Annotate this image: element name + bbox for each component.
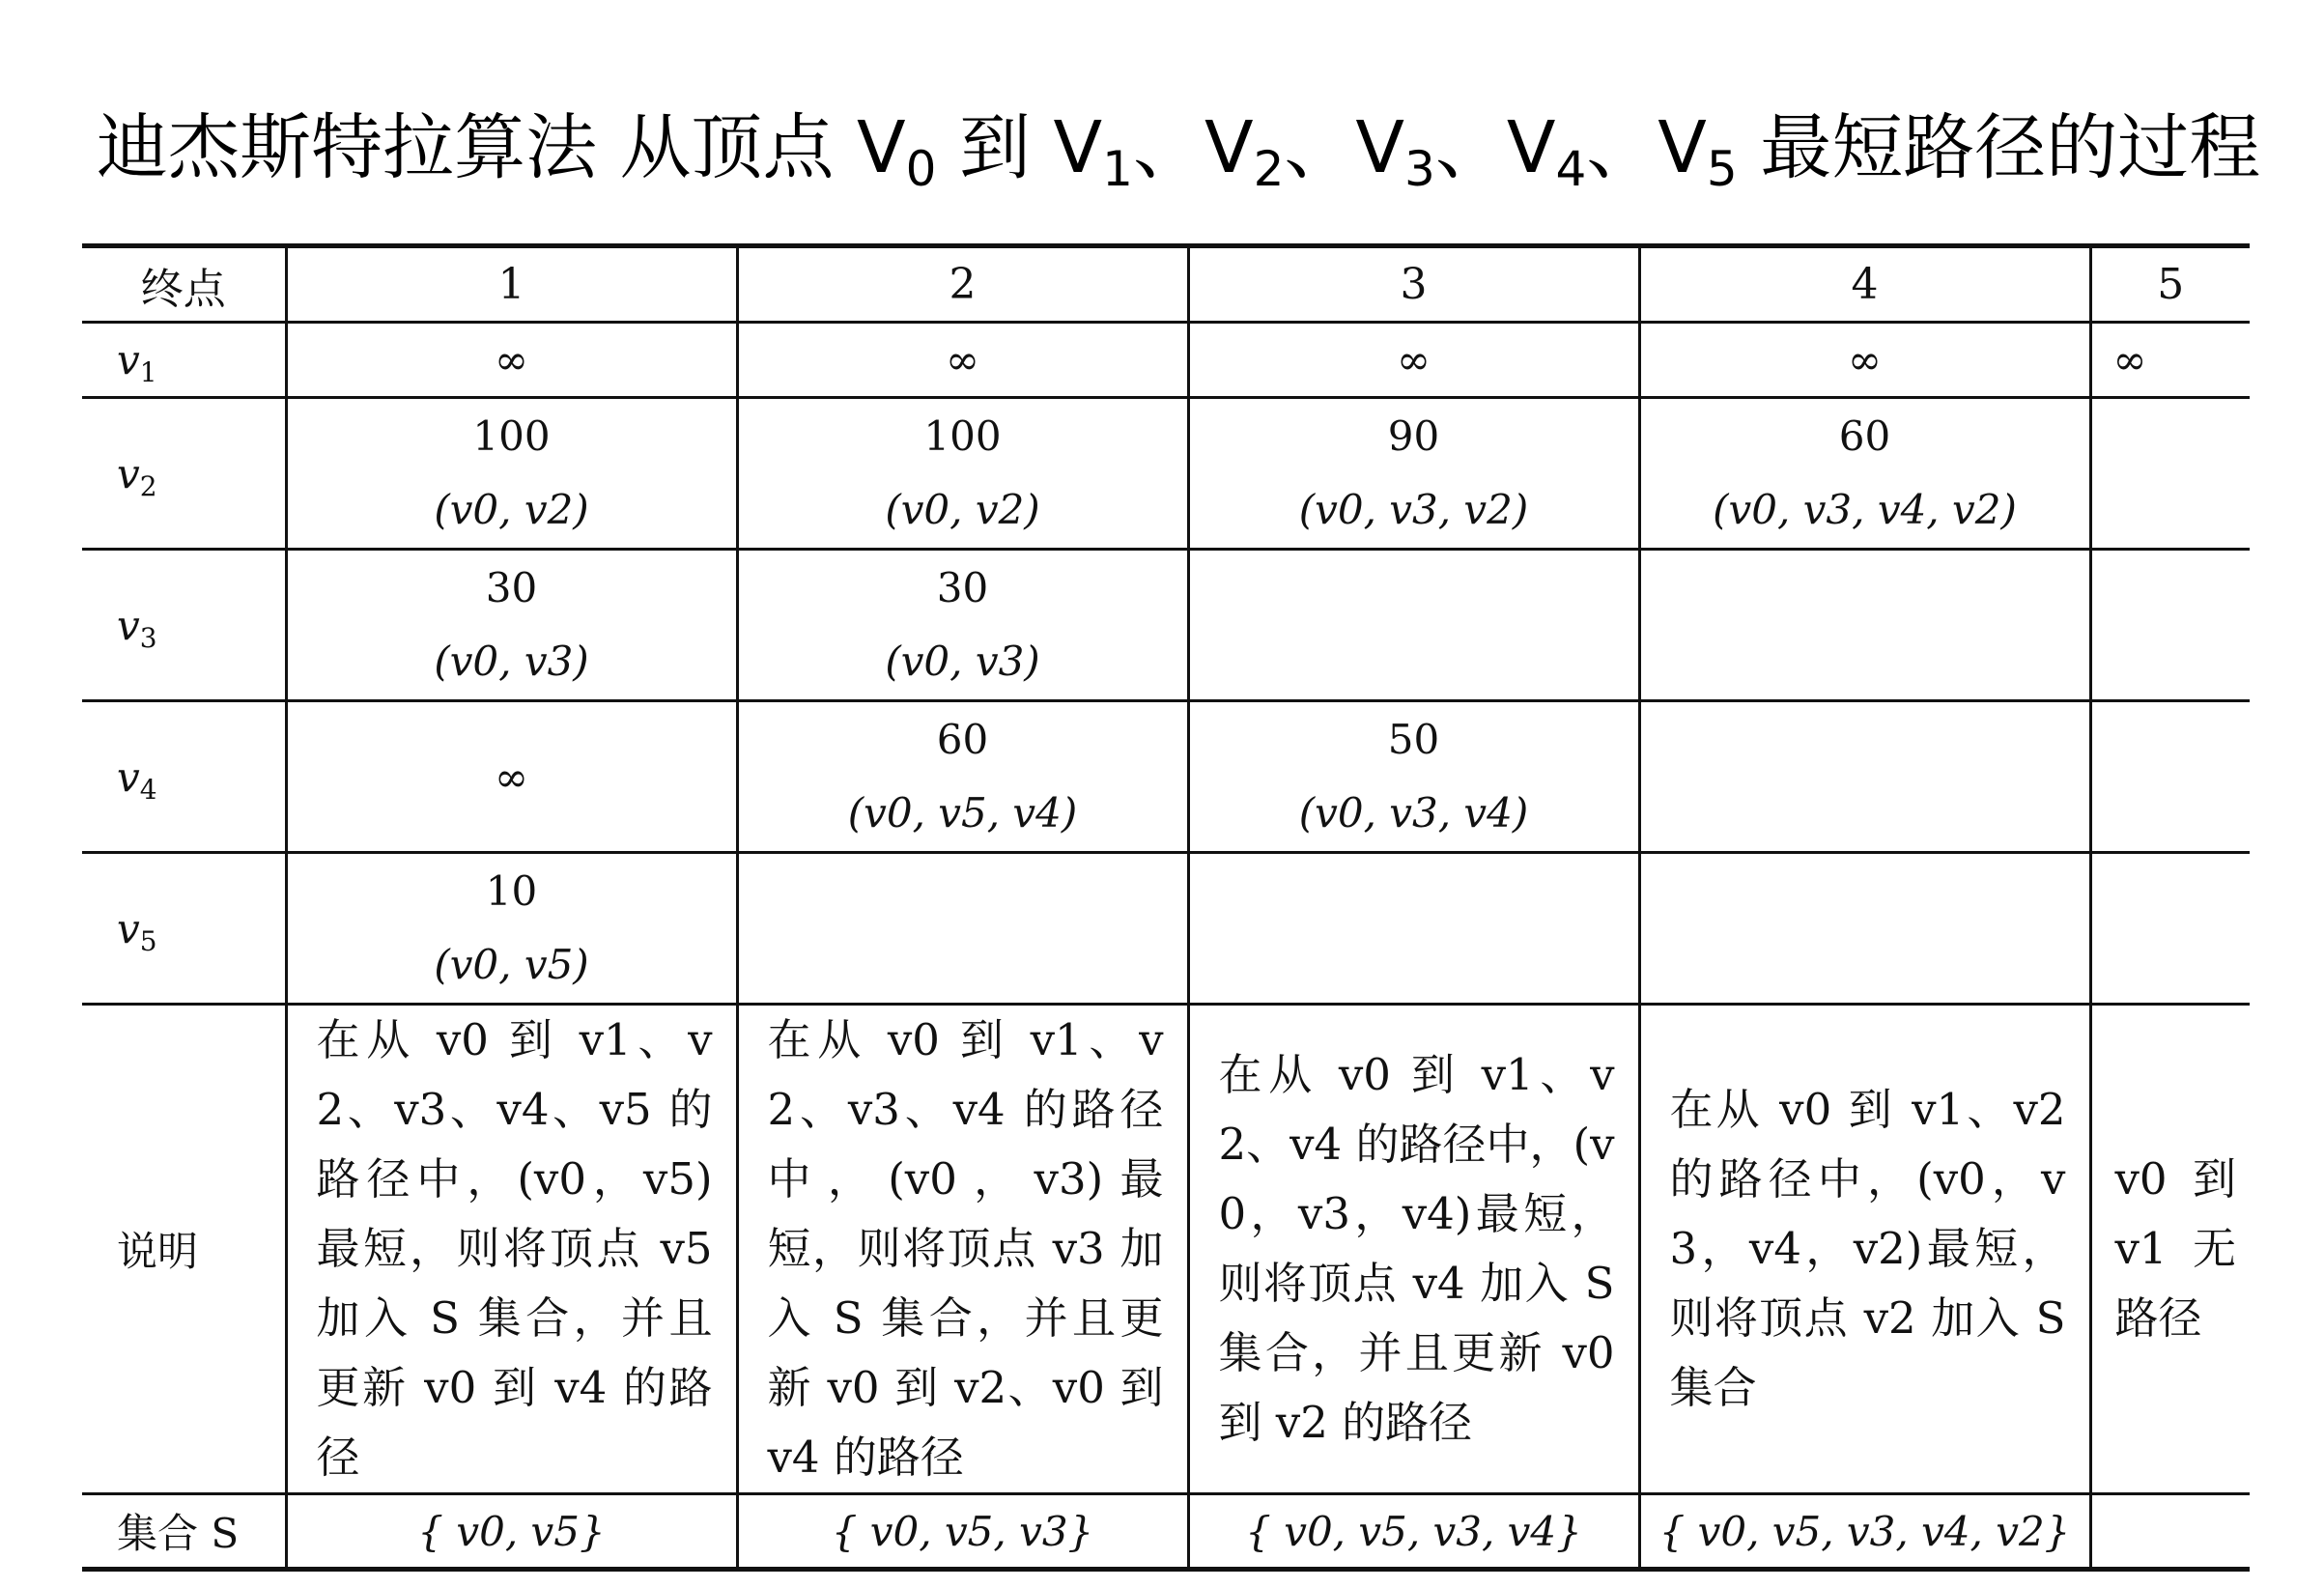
cell-v1-4: ∞ <box>1639 323 2090 398</box>
row-var: v <box>117 449 140 497</box>
distance: 90 <box>1387 412 1440 460</box>
path: (v0, v3) <box>434 638 589 685</box>
row-sub: 5 <box>139 924 157 957</box>
note-text: 在从 v0 到 v1、v2、v3、v4、v5 的路径中，(v0，v5)最短，则将顶点 v5 加入 S 集合，并且更新 v0 到 v4 的路径 <box>316 1014 713 1483</box>
note-text: 在从 v0 到 v1、v2、v3、v4 的路径中，(v0，v3)最短，则将顶点 v3 加入 S 集合，并且更新 v0 到 v2、v0 到 v4 的路径 <box>767 1014 1164 1483</box>
title-sub-4: 4 <box>1555 141 1587 197</box>
row-label-v4 <box>82 701 286 853</box>
header-endpoint: 终点 <box>82 246 286 323</box>
cell-v5-4 <box>1639 853 2090 1005</box>
cell-v4-2 <box>737 701 1188 853</box>
cell-v2-2 <box>737 398 1188 550</box>
set-label: 集合 S <box>82 1494 286 1570</box>
cell-v3-2 <box>737 550 1188 701</box>
cell-v4-1: ∞ <box>286 701 737 853</box>
distance: 50 <box>1387 716 1440 763</box>
title-suffix: 最短路径的过程 <box>1737 106 2261 189</box>
cell-v4-4 <box>1639 701 2090 853</box>
row-var: v <box>117 904 140 952</box>
header-step-5: 5 <box>2090 246 2250 323</box>
distance: 30 <box>485 564 538 611</box>
title-sub-2: 2 <box>1253 141 1285 197</box>
note-label: 说明 <box>82 1005 286 1494</box>
page-title <box>97 95 2261 201</box>
cell-v4-5 <box>2090 701 2250 853</box>
note-step-5 <box>2090 1005 2250 1494</box>
row-sub: 1 <box>139 356 157 388</box>
title-sep-1: 、V <box>1132 106 1254 189</box>
distance: 30 <box>936 564 989 611</box>
title-sep-4: 、V <box>1586 106 1707 189</box>
title-sub-1: 1 <box>1102 141 1133 197</box>
row-sub: 3 <box>139 621 157 654</box>
note-step-3 <box>1188 1005 1639 1494</box>
cell-v5-1 <box>286 853 737 1005</box>
path: (v0, v3, v4, v2) <box>1713 486 2017 533</box>
distance: 100 <box>923 412 1002 460</box>
distance: 60 <box>1838 412 1891 460</box>
cell-v1-1: ∞ <box>286 323 737 398</box>
path: (v0, v3, v4) <box>1298 789 1529 837</box>
cell-v5-2 <box>737 853 1188 1005</box>
row-sub: 4 <box>139 773 157 806</box>
header-step-1: 1 <box>286 246 737 323</box>
row-label-v3 <box>82 550 286 701</box>
row-var: v <box>117 752 140 801</box>
row-label-v2 <box>82 398 286 550</box>
path: (v0, v5, v4) <box>847 789 1078 837</box>
cell-v4-3 <box>1188 701 1639 853</box>
cell-v1-5: ∞ <box>2090 323 2250 398</box>
table-row <box>82 853 2250 1005</box>
path: (v0, v2) <box>885 486 1040 533</box>
cell-v5-5 <box>2090 853 2250 1005</box>
header-row <box>82 246 2250 323</box>
title-sub-5: 5 <box>1706 141 1738 197</box>
row-sub: 2 <box>139 469 157 502</box>
distance: 60 <box>936 716 989 763</box>
row-var: v <box>117 601 140 649</box>
title-sub-3: 3 <box>1404 141 1435 197</box>
title-sep-2: 、V <box>1284 106 1405 189</box>
cell-v3-4 <box>1639 550 2090 701</box>
title-mid: 到 V <box>936 106 1103 189</box>
title-sub-0: 0 <box>905 141 937 197</box>
set-step-3: { v0, v5, v3, v4} <box>1188 1494 1639 1570</box>
table-row <box>82 701 2250 853</box>
table-row <box>82 550 2250 701</box>
cell-v1-2: ∞ <box>737 323 1188 398</box>
set-step-2: { v0, v5, v3} <box>737 1494 1188 1570</box>
cell-v2-4 <box>1639 398 2090 550</box>
title-prefix: 迪杰斯特拉算法 从顶点 V <box>97 106 906 189</box>
row-label-v5 <box>82 853 286 1005</box>
set-step-4: { v0, v5, v3, v4, v2} <box>1639 1494 2090 1570</box>
distance: 100 <box>472 412 551 460</box>
note-text: 在从 v0 到 v1、v2、v4 的路径中，(v0，v3，v4)最短，则将顶点 v4 加入 S 集合，并且更新 v0 到 v2 的路径 <box>1218 1049 1615 1448</box>
dijkstra-table <box>82 243 2250 1572</box>
path: (v0, v2) <box>434 486 589 533</box>
header-step-4: 4 <box>1639 246 2090 323</box>
path: (v0, v5) <box>434 941 589 988</box>
cell-v2-1 <box>286 398 737 550</box>
cell-v2-5 <box>2090 398 2250 550</box>
cell-v3-5 <box>2090 550 2250 701</box>
note-step-4 <box>1639 1005 2090 1494</box>
set-step-5 <box>2090 1494 2250 1570</box>
note-text: v0 到 v1 无路径 <box>2114 1153 2236 1344</box>
note-text: 在从 v0 到 v1、v2 的路径中，(v0，v3，v4，v2)最短，则将顶点 v2 加入 S 集合 <box>1669 1084 2066 1413</box>
path: (v0, v3) <box>885 638 1040 685</box>
note-step-1 <box>286 1005 737 1494</box>
cell-v2-3 <box>1188 398 1639 550</box>
table-row <box>82 398 2250 550</box>
note-step-2 <box>737 1005 1188 1494</box>
cell-v3-1 <box>286 550 737 701</box>
row-var: v <box>117 336 140 383</box>
path: (v0, v3, v2) <box>1298 486 1529 533</box>
note-row <box>82 1005 2250 1494</box>
row-label-v1 <box>82 323 286 398</box>
distance: 10 <box>485 867 538 915</box>
set-step-1: { v0, v5} <box>286 1494 737 1570</box>
cell-v3-3 <box>1188 550 1639 701</box>
table-row <box>82 323 2250 398</box>
cell-v1-3: ∞ <box>1188 323 1639 398</box>
set-row <box>82 1494 2250 1570</box>
header-step-3: 3 <box>1188 246 1639 323</box>
title-sep-3: 、V <box>1434 106 1556 189</box>
cell-v5-3 <box>1188 853 1639 1005</box>
header-step-2: 2 <box>737 246 1188 323</box>
